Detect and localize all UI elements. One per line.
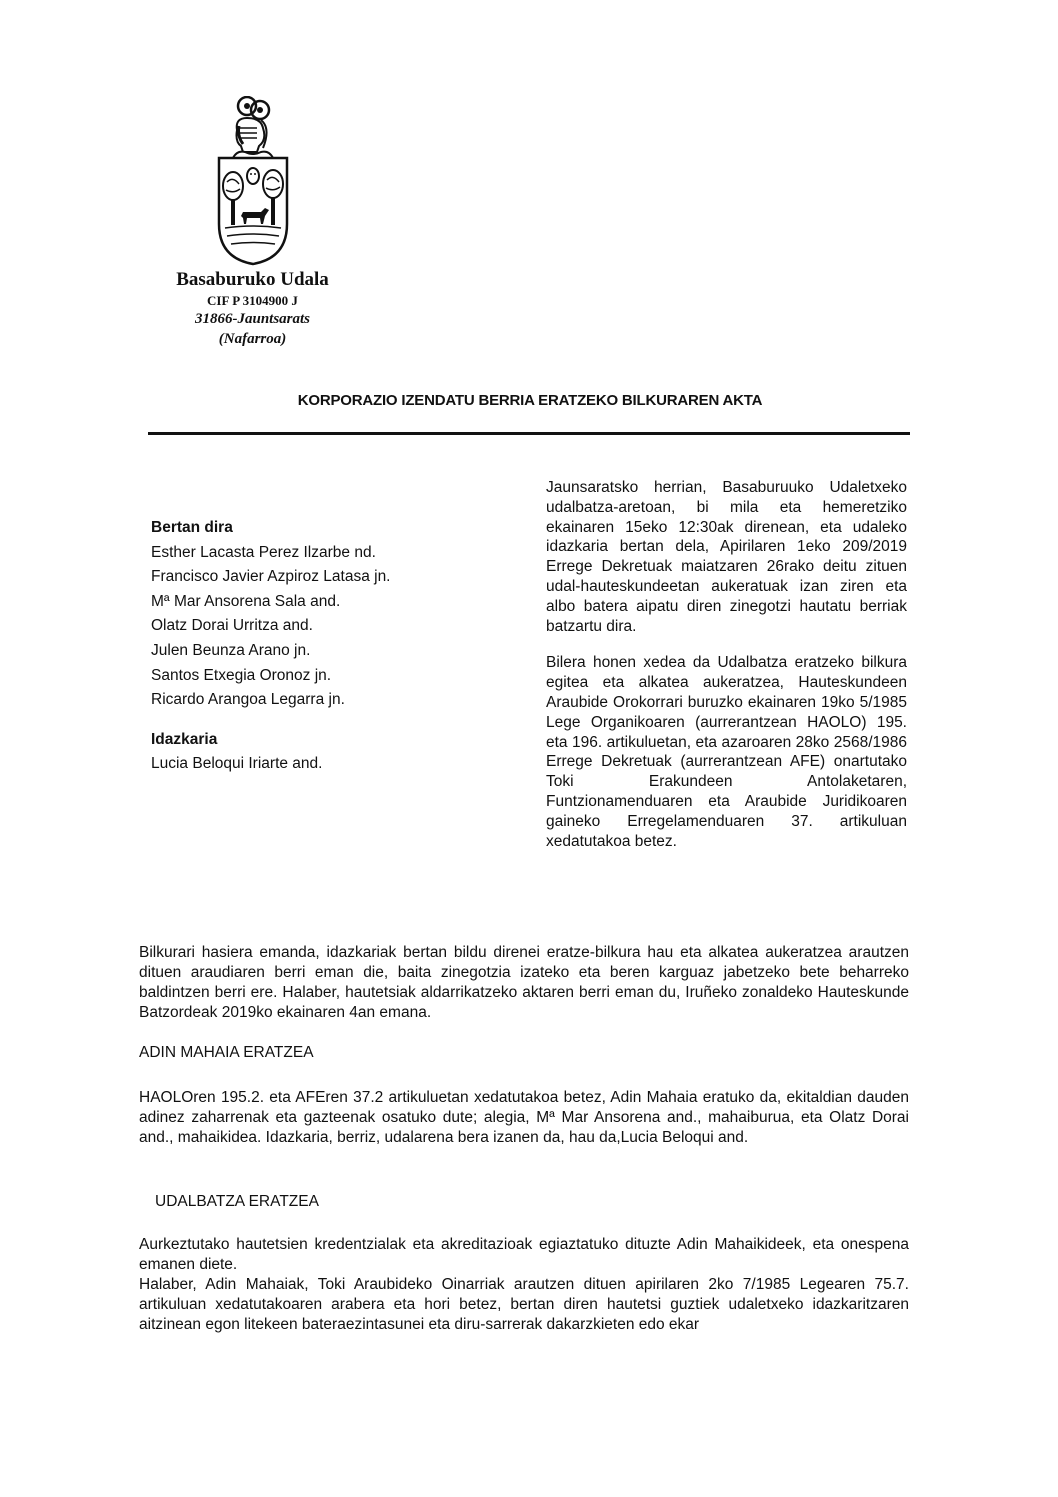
- coat-of-arms-icon: [213, 96, 293, 266]
- intro-paragraph: Bilera honen xedea da Udalbatza eratzeko bilkura egitea eta alkatea aukeratzea, Hauteskundeen Araubide Orokorrari buruzko ekainaren 19ko 5/1985 Lege Organikoaren (aurrerantzean HAOLO) 195. eta 196. artikuluetan, eta azaroaren 28ko 2568/1986 Errege Dekretuak (aurrerantzean AFE) onartutako Toki Erakundeen Antolaketaren, Funtzionamenduaren eta Araubide Juridikoaren gaineko Erregelamenduaren 37. artikuluan xedatutakoa betez.: [546, 654, 907, 850]
- org-name: Basaburuko Udala: [176, 269, 329, 290]
- secretary-name: Lucia Beloqui Iriarte and.: [151, 755, 323, 773]
- org-region: (Nafarroa): [218, 331, 287, 347]
- section-heading-adin-mahaia: ADIN MAHAIA ERATZEA: [139, 1044, 314, 1061]
- attendee-item: Olatz Dorai Urritza and.: [151, 617, 313, 635]
- attendee-item: Santos Etxegia Oronoz jn.: [151, 666, 332, 684]
- section-heading-udalbatza: UDALBATZA ERATZEA: [155, 1193, 319, 1210]
- section2-text: Aurkeztutako hautetsien kredentzialak eta akreditazioak egiaztatuko dituzte Adin Mahaikideek, eta onespena emanen diete.: [139, 1236, 909, 1273]
- section2-paragraphs: [139, 1235, 909, 1335]
- attendee-item: Julen Beunza Arano jn.: [151, 641, 311, 659]
- section1-text: HAOLOren 195.2. eta AFEren 37.2 artikuluetan xedatutakoa betez, Adin Mahaia eratuko da, ekitaldian dauden adinez zaharrenak eta gazteenak osatuko dute; alegia, Mª Mar Ansorena and., mahaiburua, eta Olatz Dorai and., mahaikidea. Idazkaria, berriz, udalarena bera izanen da, hau da,Lucia Beloqui and.: [139, 1089, 909, 1146]
- org-city: 31866-Jauntsarats: [194, 311, 311, 327]
- organization-block: [140, 268, 365, 349]
- present-heading: Bertan dira: [151, 519, 233, 536]
- intro-column: [546, 478, 907, 868]
- attendee-item: Mª Mar Ansorena Sala and.: [151, 592, 341, 610]
- attendees-list: [151, 516, 481, 777]
- title-divider: [148, 432, 910, 435]
- intro-paragraph: Jaunsaratsko herrian, Basaburuuko Udaletxeko udalbatza-aretoan, bi mila eta hemeretziko ekainaren 15eko 12:30ak direnean, eta udaleko idazkaria bertan dela, Apirilaren 1eko 209/2019 Errege Dekretuak maiatzaren 26rako deitu zituen udal-hauteskundeetan aukeratuak izan ziren eta albo batera aipatu diren zinegotzi hautatu berriak batzartu dira.: [546, 479, 907, 635]
- attendee-item: Esther Lacasta Perez Ilzarbe nd.: [151, 543, 376, 561]
- section1-paragraph: [139, 1088, 909, 1148]
- opening-paragraph: [139, 943, 909, 1023]
- attendee-item: Francisco Javier Azpiroz Latasa jn.: [151, 568, 391, 586]
- attendee-item: Ricardo Arangoa Legarra jn.: [151, 691, 345, 709]
- opening-text: Bilkurari hasiera emanda, idazkariak bertan bildu direnei eratze-bilkura hau eta alkatea aukeratzea arautzen dituen araudiaren berri eman die, baita zinegotzia izateko eta beren karguaz jabetzeko bete beharreko baldintzen berri ere. Halaber, hautetsiak aldarrikatzeko aktaren berri eman du, Iruñeko zonaldeko Hauteskunde Batzordeak 2019ko ekainaren 4an emana.: [139, 944, 909, 1021]
- org-cif: CIF P 3104900 J: [207, 293, 298, 308]
- secretary-heading: Idazkaria: [151, 730, 218, 748]
- section2-text: Halaber, Adin Mahaiak, Toki Araubideko Oinarriak arautzen dituen apirilaren 2ko 7/1985 Legearen 75.7. artikuluan xedatutakoaren arabera eta hori betez, bertan diren hautetsi guztiek udaletxeko idazkaritzaren aitzinean egon litekeen bateraezintasunei eta diru-sarrerak dakarzkieten edo ekar: [139, 1276, 909, 1333]
- document-title: KORPORAZIO IZENDATU BERRIA ERATZEKO BILKURAREN AKTA: [297, 392, 763, 409]
- spacer: [151, 713, 481, 728]
